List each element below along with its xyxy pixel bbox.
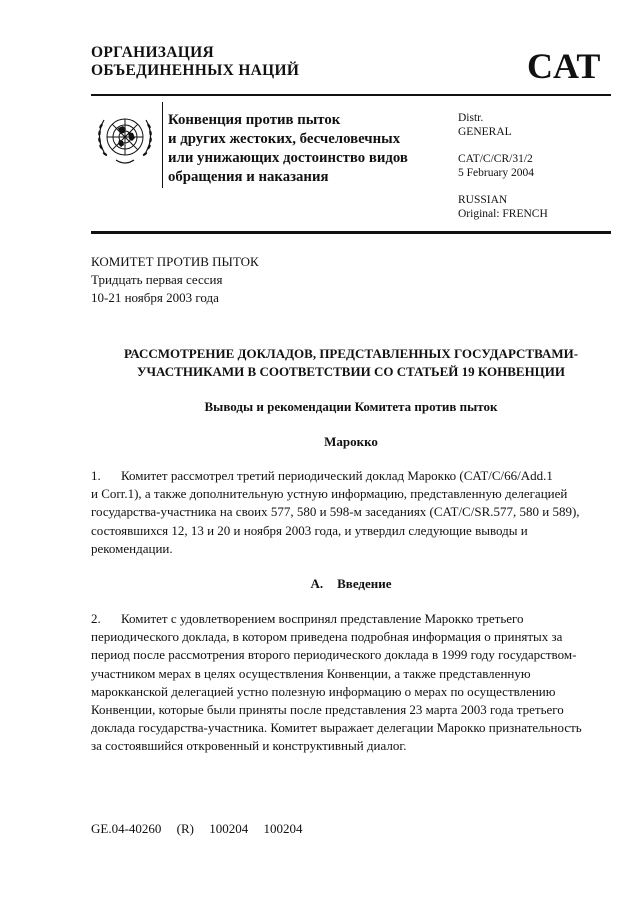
committee-block — [91, 253, 259, 307]
committee-name: КОМИТЕТ ПРОТИВ ПЫТОК — [91, 254, 259, 269]
country-heading: Марокко — [324, 434, 378, 449]
paragraph-line: за состоявшийся откровенный и конструктивный диалог. — [91, 738, 407, 754]
paragraph-line: государства-участника на своих 577, 580 и 598-м заседаниях (CAT/C/SR.577, 580 и 589), — [91, 504, 580, 520]
paragraph-line: Комитет с удовлетворением воспринял представление Марокко третьего — [121, 611, 524, 626]
paragraph-line: рекомендации. — [91, 540, 173, 556]
distribution-block — [458, 111, 548, 221]
section-title: Введение — [337, 576, 392, 591]
footer-r: (R) — [176, 821, 195, 836]
title-line-2: УЧАСТНИКАМИ В СООТВЕТСТВИИ СО СТАТЬЕЙ 19 КОНВЕНЦИИ — [136, 364, 566, 379]
header-divider — [162, 102, 163, 188]
organization-name — [91, 44, 299, 80]
paragraph-line: период после рассмотрения второго периодического доклада в 1999 году государством- — [91, 647, 577, 663]
footer-job-number — [91, 821, 315, 837]
paragraph-line: состоявшихся 12, 13 и 20 и ноября 2003 года, и утвердил следующие выводы и — [91, 522, 528, 538]
convention-line-4: обращения и наказания — [168, 169, 329, 185]
document-title — [91, 345, 611, 381]
paragraph-number: 1. — [91, 468, 101, 483]
paragraph-line: участником мерах в целях осуществления Конвенции, а также представленную — [91, 665, 531, 681]
convention-line-3: или унижающих достоинство видов — [168, 150, 408, 166]
section-letter: A. — [310, 576, 324, 591]
document-symbol: CAT/C/CR/31/2 — [458, 153, 533, 165]
original-language: Original: FRENCH — [458, 208, 548, 220]
committee-dates: 10-21 ноября 2003 года — [91, 290, 219, 305]
org-line-1: ОРГАНИЗАЦИЯ — [91, 44, 214, 61]
document-subtitle: Выводы и рекомендации Комитета против пыток — [204, 399, 498, 414]
section-rule — [91, 231, 611, 234]
paragraph-line: периодического доклада, в котором приведена подробная информация о принятых за — [91, 629, 563, 645]
distr-general: GENERAL — [458, 126, 512, 138]
footer-date-1: 100204 — [209, 821, 249, 836]
paragraph-line: Конвенции, которые были приняты после представления 23 марта 2003 года третьего — [91, 702, 564, 718]
section-heading — [91, 575, 611, 593]
paragraph-2 — [91, 610, 601, 756]
document-date: 5 February 2004 — [458, 167, 535, 179]
distr-label: Distr. — [458, 112, 484, 124]
paragraph-line: доклада государства-участника. Комитет выражает делегации Марокко признательность — [91, 720, 582, 736]
document-code: CAT — [527, 46, 601, 86]
un-emblem-icon — [94, 108, 156, 170]
convention-title — [168, 111, 453, 187]
paragraph-line: марокканской делегацией устно полезную информацию о мерах по осуществлению — [91, 683, 556, 699]
paragraph-line: и Corr.1), а также дополнительную устную информацию, представленную делегацией — [91, 486, 568, 502]
paragraph-number: 2. — [91, 611, 101, 626]
committee-session: Тридцать первая сессия — [91, 272, 223, 287]
footer-job: GE.04-40260 — [91, 821, 162, 836]
paragraph-1 — [91, 467, 601, 558]
convention-line-1: Конвенция против пыток — [168, 112, 341, 128]
footer-date-2: 100204 — [263, 821, 303, 836]
convention-line-2: и других жестоких, бесчеловечных — [168, 131, 401, 147]
title-line-1: РАССМОТРЕНИЕ ДОКЛАДОВ, ПРЕДСТАВЛЕННЫХ ГОСУДАРСТВАМИ- — [123, 346, 579, 361]
paragraph-line: Комитет рассмотрел третий периодический доклад Марокко (CAT/C/66/Add.1 — [121, 468, 553, 483]
header-rule — [91, 94, 611, 96]
org-line-2: ОБЪЕДИНЕННЫХ НАЦИЙ — [91, 62, 300, 79]
document-language: RUSSIAN — [458, 194, 508, 206]
